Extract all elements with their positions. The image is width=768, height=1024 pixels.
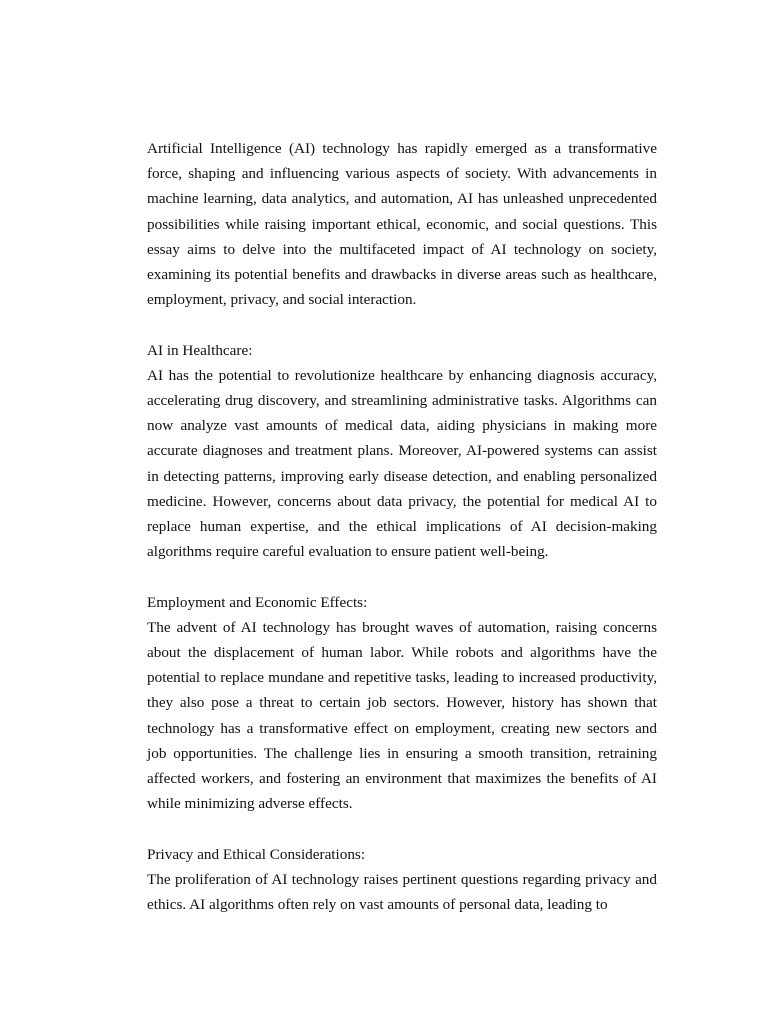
section-body: The advent of AI technology has brought waves of automation, raising concerns about the displacement of human labor. While robots and algorithms have the potential to replace mundane and repetitive tasks, leading to increased productivity, they also pose a threat to certain job sectors. However, history has shown that technology has a transformative effect on employment, creating new sectors and job opportunities. The challenge lies in ensuring a smooth transition, retraining affected workers, and fostering an environment that maximizes the benefits of AI while minimizing adverse effects. [147, 618, 657, 813]
document-body [147, 136, 657, 942]
section-employment [147, 590, 657, 817]
section-body: AI has the potential to revolutionize healthcare by enhancing diagnosis accuracy, accelerating drug discovery, and streamlining administrative tasks. Algorithms can now analyze vast amounts of medical data, aiding physicians in making more accurate diagnoses and treatment plans. Moreover, AI-powered systems can assist in detecting patterns, improving early disease detection, and enabling personalized medicine. However, concerns about data privacy, the potential for medical AI to replace human expertise, and the ethical implications of AI decision-making algorithms require careful evaluation to ensure patient well-being. [147, 366, 657, 561]
intro-paragraph: Artificial Intelligence (AI) technology has rapidly emerged as a transformative force, shaping and influencing various aspects of society. With advancements in machine learning, data analytics, and automation, AI has unleashed unprecedented possibilities while raising important ethical, economic, and social questions. This essay aims to delve into the multifaceted impact of AI technology on society, examining its potential benefits and drawbacks in diverse areas such as healthcare, employment, privacy, and social interaction. [147, 140, 657, 309]
section-heading: Employment and Economic Effects: [147, 593, 368, 611]
section-body: The proliferation of AI technology raises pertinent questions regarding privacy and ethics. AI algorithms often rely on vast amounts of personal data, leading to [147, 870, 657, 914]
section-privacy [147, 842, 657, 918]
section-healthcare [147, 338, 657, 565]
section-heading: Privacy and Ethical Considerations: [147, 845, 366, 863]
section-heading: AI in Healthcare: [147, 341, 253, 359]
